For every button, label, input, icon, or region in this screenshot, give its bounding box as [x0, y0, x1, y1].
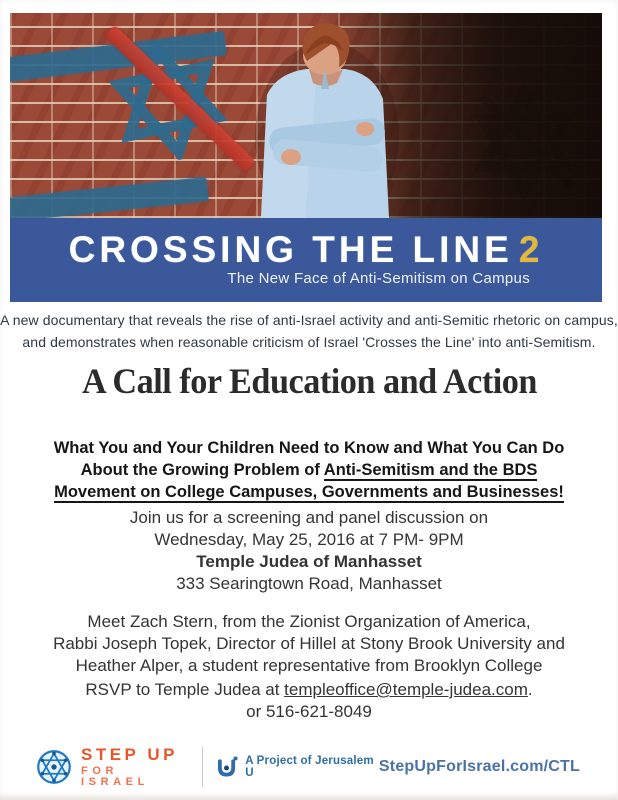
- callout-line-2-pre: About the Growing Problem of: [80, 461, 324, 479]
- footer-divider: [202, 747, 203, 787]
- event-invite-line: Join us for a screening and panel discussion on: [129, 508, 489, 527]
- headline: [0, 360, 618, 402]
- callout-paragraph: [0, 437, 618, 503]
- event-details: [0, 507, 618, 595]
- callout-line-3: [0, 481, 618, 503]
- rsvp-email-link[interactable]: templeoffice@temple-judea.com: [284, 680, 528, 699]
- faint-graffiti-star-icon: [464, 83, 584, 203]
- title-banner: [10, 218, 602, 302]
- rsvp-phone: or 516-621-8049: [246, 702, 372, 721]
- movie-title-text: CROSSING THE LINE: [68, 229, 513, 270]
- flag-stripe-bottom: [10, 177, 209, 218]
- man-figure: [245, 17, 405, 218]
- star-of-david-icon: [97, 30, 239, 172]
- callout-line-2: [0, 459, 618, 481]
- rsvp-block: [0, 679, 618, 723]
- rsvp-period: .: [527, 680, 533, 699]
- callout-line-2-underlined: Anti-Semitism and the BDS: [323, 461, 538, 479]
- step-up-wordmark-line-2: FOR ISRAEL: [81, 765, 149, 788]
- footer: [10, 740, 608, 794]
- event-address: 333 Searingtown Road, Manhasset: [176, 574, 442, 593]
- documentary-description: [0, 309, 618, 353]
- callout-line-3-underlined: Movement on College Campuses, Governments and Businesses!: [54, 483, 564, 501]
- header-photo-brick-wall: [10, 13, 602, 218]
- description-line-1: A new documentary that reveals the rise of anti-Israel activity and anti-Semitic rhetoric on campus,: [0, 312, 618, 328]
- scan-edge-artifact: [0, 792, 618, 800]
- event-venue: Temple Judea of Manhasset: [196, 552, 422, 571]
- jerusalem-u-credit: [217, 755, 379, 779]
- step-up-globe-icon: [36, 749, 72, 785]
- step-up-for-israel-logo: [36, 746, 186, 788]
- step-up-wordmark: [81, 746, 186, 788]
- rsvp-line-1: [0, 679, 618, 701]
- panelists: [0, 611, 618, 677]
- panelist-line-1: Meet Zach Stern, from the Zionist Organization of America,: [87, 612, 531, 631]
- rsvp-pre-text: RSVP to Temple Judea at: [85, 680, 285, 699]
- jerusalem-u-icon: [217, 755, 238, 779]
- jerusalem-u-label: A Project of Jerusalem U: [245, 755, 374, 779]
- panelist-line-2: Rabbi Joseph Topek, Director of Hillel at Stony Brook University and: [53, 634, 565, 653]
- movie-title: [10, 231, 602, 269]
- website-link[interactable]: StepUpForIsrael.com/CTL: [378, 758, 580, 775]
- panelist-line-3: Heather Alper, a student representative from Brooklyn College: [75, 656, 543, 675]
- event-datetime: Wednesday, May 25, 2016 at 7 PM- 9PM: [154, 530, 464, 549]
- movie-subtitle: The New Face of Anti-Semitism on Campus: [227, 270, 530, 287]
- movie-title-number: 2: [518, 229, 544, 270]
- headline-text: A Call for Education and Action: [81, 361, 537, 401]
- step-up-wordmark-line-1: STEP UP: [81, 745, 178, 764]
- callout-line-1: What You and Your Children Need to Know and What You Can Do: [53, 439, 565, 457]
- description-line-2: and demonstrates when reasonable criticism of Israel 'Crosses the Line' into anti-Semitism.: [22, 334, 596, 350]
